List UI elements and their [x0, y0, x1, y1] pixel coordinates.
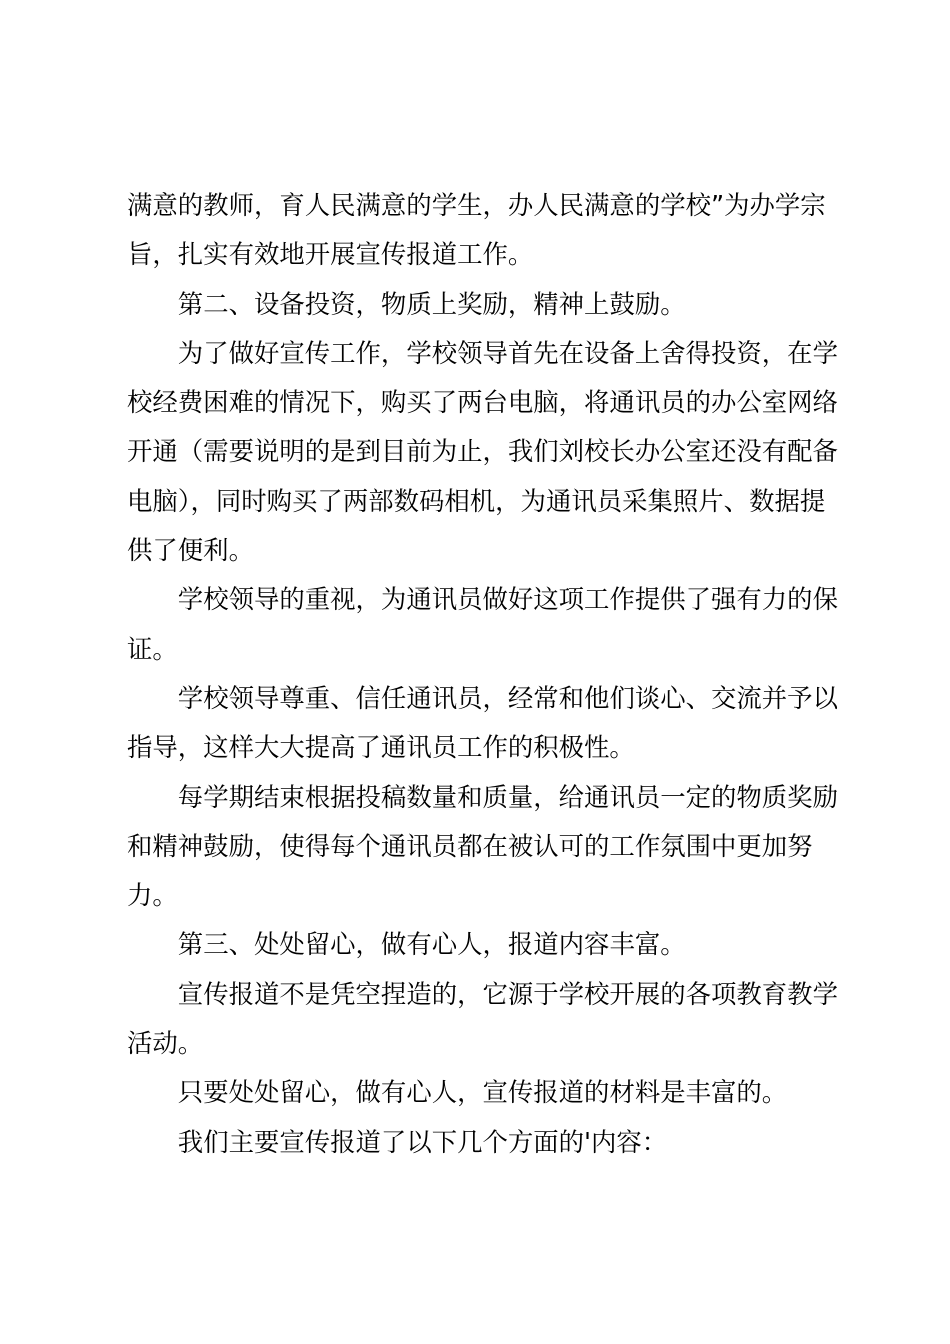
- paragraph: 我们主要宣传报道了以下几个方面的'内容：: [177, 1126, 668, 1157]
- paragraph: 每学期结束根据投稿数量和质量，给通讯员一定的物质奖励和精神鼓励，使得每个通讯员都在被认可的工作氛围中更加努力。: [127, 781, 838, 911]
- paragraph: 为了做好宣传工作，学校领导首先在设备上舍得投资，在学校经费困难的情况下，购买了两台电脑，将通讯员的办公室网络开通（需要说明的是到目前为止，我们刘校长办公室还没有配备电脑），同时购买了两部数码相机，为通讯员采集照片、数据提供了便利。: [127, 337, 838, 566]
- paragraph: 学校领导尊重、信任通讯员，经常和他们谈心、交流并予以指导，这样大大提高了通讯员工作的积极性。: [127, 682, 838, 763]
- paragraph: 满意的教师，育人民满意的学生，办人民满意的学校”为办学宗旨，扎实有效地开展宣传报道工作。: [127, 190, 826, 270]
- paragraph: 只要处处留心，做有心人，宣传报道的材料是丰富的。: [177, 1077, 788, 1108]
- paragraph: 宣传报道不是凭空捏造的，它源于学校开展的各项教育教学活动。: [127, 978, 838, 1059]
- paragraph: 学校领导的重视，为通讯员做好这项工作提供了强有力的保证。: [127, 584, 838, 664]
- section-heading-attention: 第三、处处留心，做有心人，报道内容丰富。: [177, 929, 686, 960]
- section-heading-equipment: 第二、设备投资，物质上奖励，精神上鼓励。: [177, 288, 686, 319]
- document-body: [127, 181, 839, 1167]
